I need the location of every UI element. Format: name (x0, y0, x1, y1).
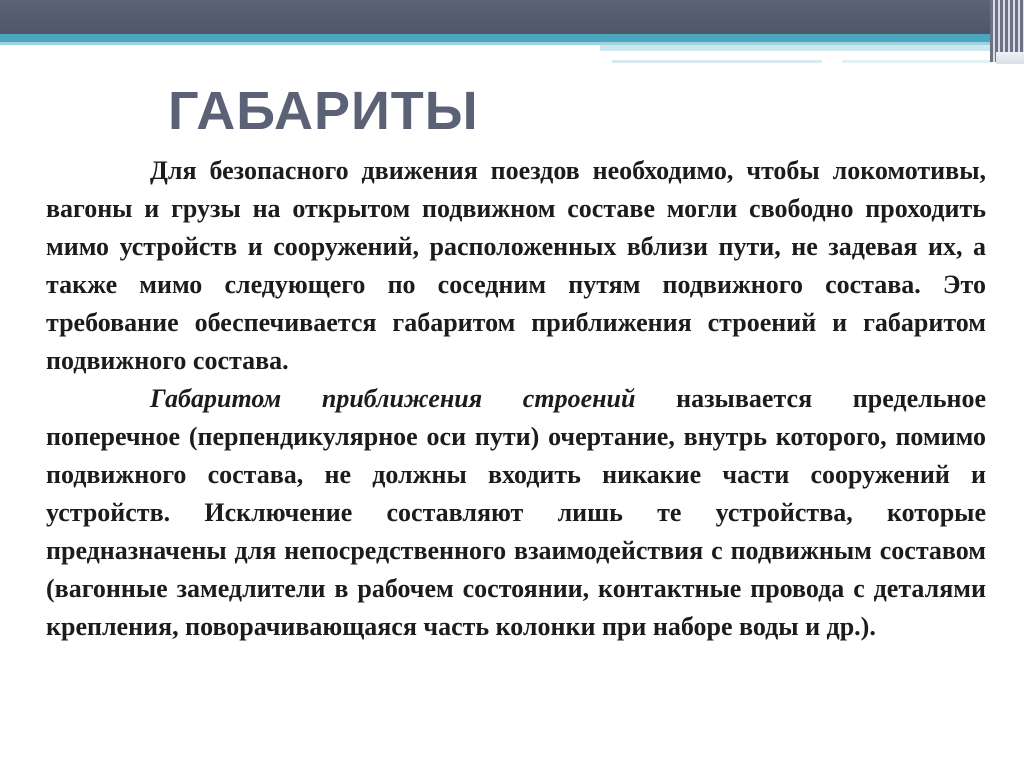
paragraph-safety-requirement: Для безопасного движения поездов необходимо, чтобы локомотивы, вагоны и грузы на открытом подвижном составе могли свободно проходить мимо устройств и сооружений, расположенных вблизи пути, не задевая их, а также мимо следующего по соседним путям подвижного состава. Это требование обеспечивается габаритом приближения строений и габаритом подвижного состава. (46, 156, 986, 375)
header-band-accent (0, 34, 1000, 42)
defined-term: Габаритом приближения строений (150, 384, 636, 413)
header-band-pale-line-right (842, 60, 992, 63)
header-band-pale (600, 45, 1000, 51)
header-band-dark (0, 0, 1024, 34)
paragraph-gauge-definition (46, 380, 986, 646)
definition-text: называется предельное поперечное (перпендикулярное оси пути) очертание, внутрь которого, помимо подвижного состава, не должны входить никакие части сооружений и устройств. Исключение составляют лишь те устройства, которые предназначены для непосредственного взаимодействия с подвижным составом (вагонные замедлители в рабочем состоянии, контактные провода с деталями крепления, поворачивающаяся часть колонки при наборе воды и др.). (46, 384, 986, 641)
header-band-pale-line-left (612, 60, 822, 63)
slide-title: ГАБАРИТЫ (168, 81, 479, 141)
slide-body (46, 152, 986, 646)
header-corner-fold (996, 52, 1024, 64)
